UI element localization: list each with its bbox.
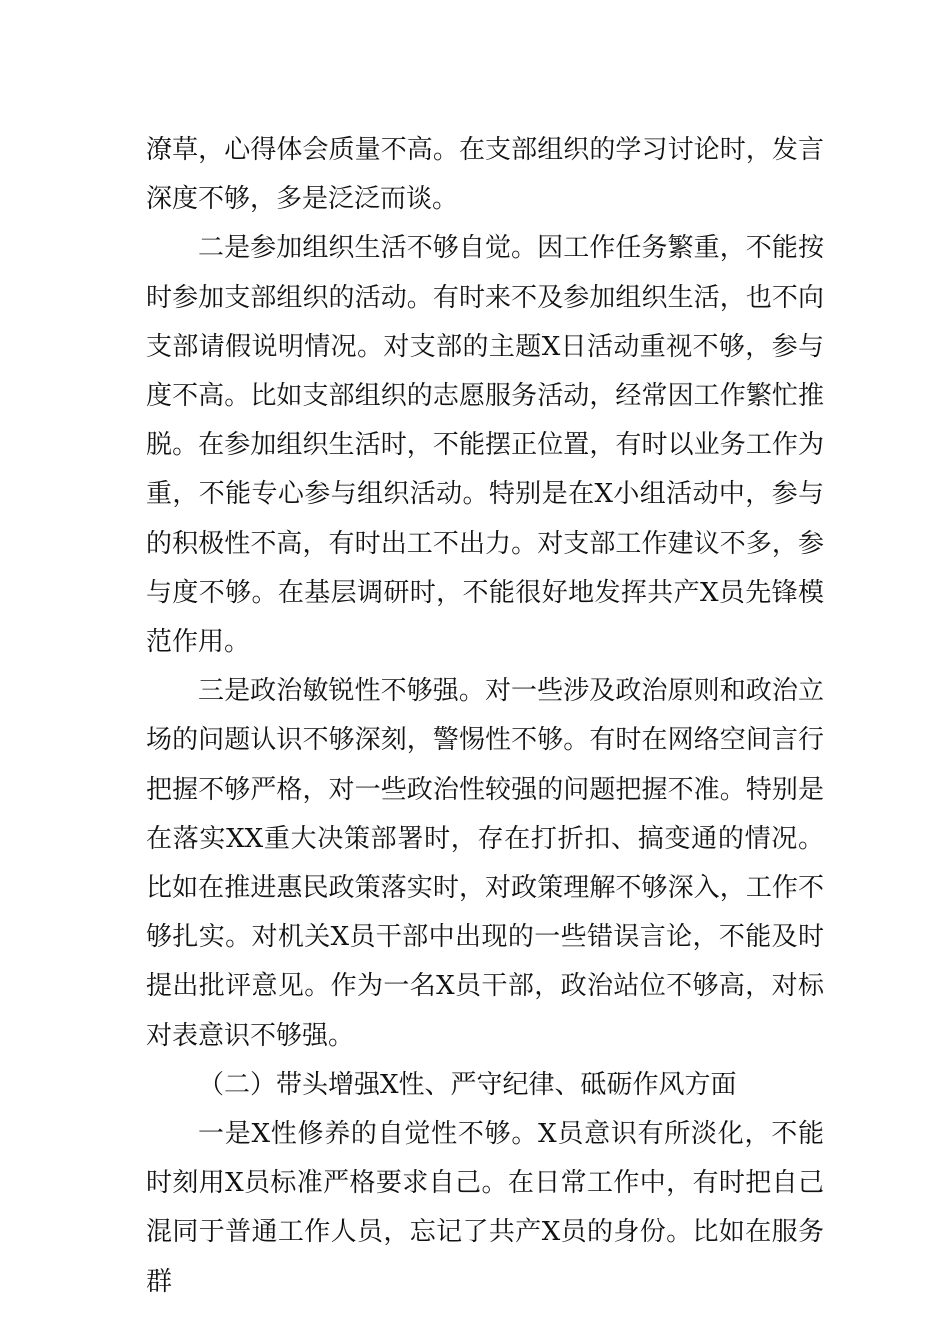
paragraph-political-sensitivity: 三是政治敏锐性不够强。对一些涉及政治原则和政治立场的问题认识不够深刻，警惕性不够。有时在网络空间言行把握不够严格，对一些政治性较强的问题把握不准。特别是在落实XX重大决策部署时，存在打折扣、搞变通的情况。比如在推进惠民政策落实时，对政策理解不够深入，工作不够扎实。对机关X员干部中出现的一些错误言论，不能及时提出批评意见。作为一名X员干部，政治站位不够高，对标对表意识不够强。 — [146, 676, 824, 1051]
paragraph-party-cultivation: 一是X性修养的自觉性不够。X员意识有所淡化，不能时刻用X员标准严格要求自己。在日常工作中，有时把自己混同于普通工作人员，忘记了共产X员的身份。比如在服务群 — [146, 1119, 824, 1297]
document-page — [146, 126, 824, 1307]
paragraph-organizational-life: 二是参加组织生活不够自觉。因工作任务繁重，不能按时参加支部组织的活动。有时来不及参加组织生活，也不向支部请假说明情况。对支部的主题X日活动重视不够，参与度不高。比如支部组织的志愿服务活动，经常因工作繁忙推脱。在参加组织生活时，不能摆正位置，有时以业务工作为重，不能专心参与组织活动。特别是在X小组活动中，参与的积极性不高，有时出工不出力。对支部工作建议不多，参与度不够。在基层调研时，不能很好地发挥共产X员先锋模范作用。 — [146, 233, 824, 658]
paragraph-continued: 潦草，心得体会质量不高。在支部组织的学习讨论时，发言深度不够，多是泛泛而谈。 — [146, 135, 824, 215]
section-heading: （二）带头增强X性、严守纪律、砥砺作风方面 — [198, 1069, 737, 1100]
